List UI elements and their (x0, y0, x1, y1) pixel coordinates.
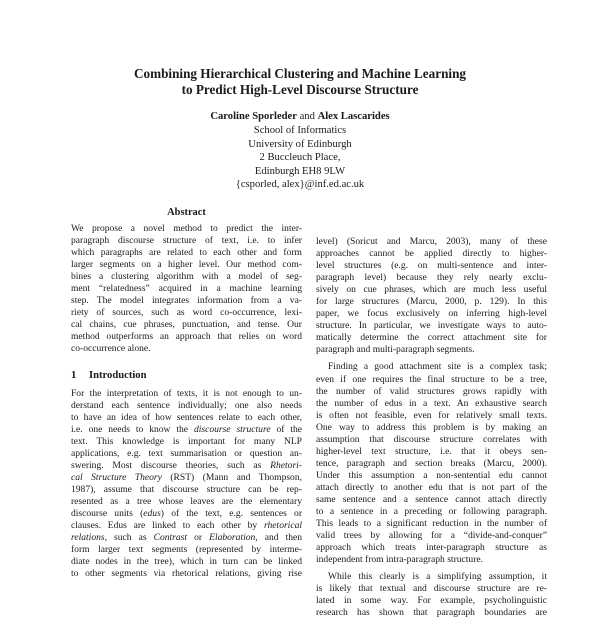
text-line: bines a clustering algorithm with a model of seg- (71, 271, 302, 283)
text-line: One way to address this problem is by making an (316, 421, 547, 433)
author-connector: and (299, 111, 315, 122)
text-line: 1987), assume that discourse structure can be rep- (71, 483, 302, 495)
right-column (316, 236, 547, 619)
text-line: same sentence and a sentence cannot attach directly (316, 493, 547, 505)
text-line: i.e. one needs to know the discourse structure of the (71, 423, 302, 435)
text-line: independent from intra-paragraph structure. (316, 554, 484, 566)
text-line: paragraph level) because they rely nearly exclu- (316, 272, 547, 284)
text-line: to a sentence in a preceding or following paragraph. (316, 506, 547, 518)
affiliation-line: 2 Buccleuch Place, (259, 152, 341, 163)
text-line: cal Structure Theory (RST) (Mann and Thompson, (71, 471, 302, 483)
text-line: matically determine the correct attachment site for (316, 332, 547, 344)
text-line: form larger text segments (represented by interme- (71, 544, 302, 556)
text-line: text. This knowledge is important for many NLP (71, 435, 302, 447)
text-line: derstand each sentence individually; one also needs (71, 399, 302, 411)
text-line: attach directly to another edu that is not part of the (316, 481, 547, 493)
section-number: 1 (71, 369, 77, 381)
email-line: {csporled, alex}@inf.ed.ac.uk (235, 179, 365, 190)
text-line: assumption that discourse structure correlates with (316, 433, 547, 445)
abstract-heading: Abstract (167, 207, 206, 218)
title-line: to Predict High-Level Discourse Structure (181, 82, 419, 97)
text-line: approaches cannot be applied directly to higher- (316, 248, 547, 260)
text-line: tence, paragraph and section breaks (Marcu, 2000). (316, 457, 547, 469)
text-line: ment “relatedness” acquired in a machine learning (71, 283, 302, 295)
text-line: swering. Most discourse theories, such as Rhetori- (71, 459, 302, 471)
text-line: discourse units (edus) of the text, e.g. sentences or (71, 507, 303, 519)
text-line: Finding a good attachment site is a complex task; (328, 361, 547, 373)
text-line: step. The model integrates information from a va- (71, 295, 302, 307)
text-line: higher-level text structure, i.e. that it obeys sen- (316, 445, 547, 457)
affiliation-line: Edinburgh EH8 9LW (254, 165, 346, 177)
text-line: research has shown that paragraph boundaries are (316, 607, 547, 619)
text-line: level) (Soricut and Marcu, 2003), many of these (316, 236, 547, 247)
author-name: Caroline Sporleder (210, 111, 297, 122)
text-line: riety of sources, such as word co-occurrence, lexi- (71, 307, 302, 319)
text-line: paragraph discourse structure of text, i.e. to infer (71, 235, 302, 247)
text-line: larger segments on a higher level. Our method com- (71, 259, 302, 271)
text-line: While this clearly is a simplifying assumption, it (328, 571, 547, 583)
text-line: sively on cue phrases, which are much less useful (316, 284, 547, 296)
text-line: which paragraphs are related to each other and form (71, 247, 302, 259)
text-line: to other segments via rhetorical relations, giving rise (71, 568, 302, 580)
text-line: valid trees by allowing for a “divide-and-conquer” (316, 530, 547, 542)
section-title: Introduction (89, 369, 147, 381)
text-line: cal chains, cue phrases, punctuation, and tense. Our (71, 319, 302, 331)
paragraph (316, 571, 547, 619)
text-line: applications, e.g. text summarisation or question an- (71, 447, 302, 459)
text-line: We propose a novel method to predict the inter- (71, 223, 302, 234)
text-line: method outperforms an approach that relies on word (71, 331, 302, 343)
text-line: This leads to a significant reduction in the number of (316, 518, 547, 530)
affiliation-line: School of Informatics (253, 125, 347, 136)
text-line: to have an idea of how sentences relate to each other, (71, 411, 302, 423)
text-line: the number of edus in a text. An exhaustive search (316, 397, 547, 409)
paragraph (316, 236, 547, 356)
text-line: lated in some way. For example, psycholinguistic (316, 595, 547, 607)
text-line: even if one requires the final structure to be a tree, (316, 373, 547, 385)
text-line: relations, such as Contrast or Elaboration, and then (71, 532, 303, 544)
author-names (60, 110, 540, 124)
section-heading (71, 370, 302, 382)
paper-title (60, 66, 540, 98)
text-line: paragraph and multi-paragraph segments. (316, 344, 475, 356)
abstract-body (71, 223, 302, 356)
text-line: level structures (e.g. on multi-sentence and inter- (316, 260, 547, 272)
text-line: diate nodes in the tree), which in turn can be linked (71, 556, 302, 568)
text-line: the number of valid structures grows rapidly with (316, 385, 547, 397)
text-line: approach which treats inter-paragraph structure as (316, 542, 547, 554)
affiliation (60, 124, 540, 192)
text-line: paper, we focus exclusively on inferring high-level (316, 308, 547, 320)
introduction-body (71, 388, 302, 581)
text-line: co-occurrence alone. (71, 343, 151, 355)
paragraph (316, 361, 547, 566)
text-line: for large structures (Marcu, 2000, p. 129). In this (316, 296, 547, 308)
text-line: structure. In particular, we investigate ways to auto- (316, 320, 547, 332)
text-line: resented as a tree whose leaves are the elementary (71, 495, 302, 507)
text-line: For the interpretation of texts, it is not enough to un- (71, 387, 302, 399)
text-line: Under this assumption a non-sentential edu cannot (316, 469, 547, 481)
text-line: is likely that textual and discourse structure are re- (316, 583, 547, 595)
author-name: Alex Lascarides (317, 111, 390, 122)
text-line: is often not feasible, even for relatively small texts. (316, 409, 547, 421)
title-line: Combining Hierarchical Clustering and Machine Learning (133, 66, 467, 81)
affiliation-line: University of Edinburgh (248, 138, 352, 150)
text-line: clauses. Edus are linked to each other by rhetorical (71, 520, 302, 532)
left-column (71, 206, 302, 580)
